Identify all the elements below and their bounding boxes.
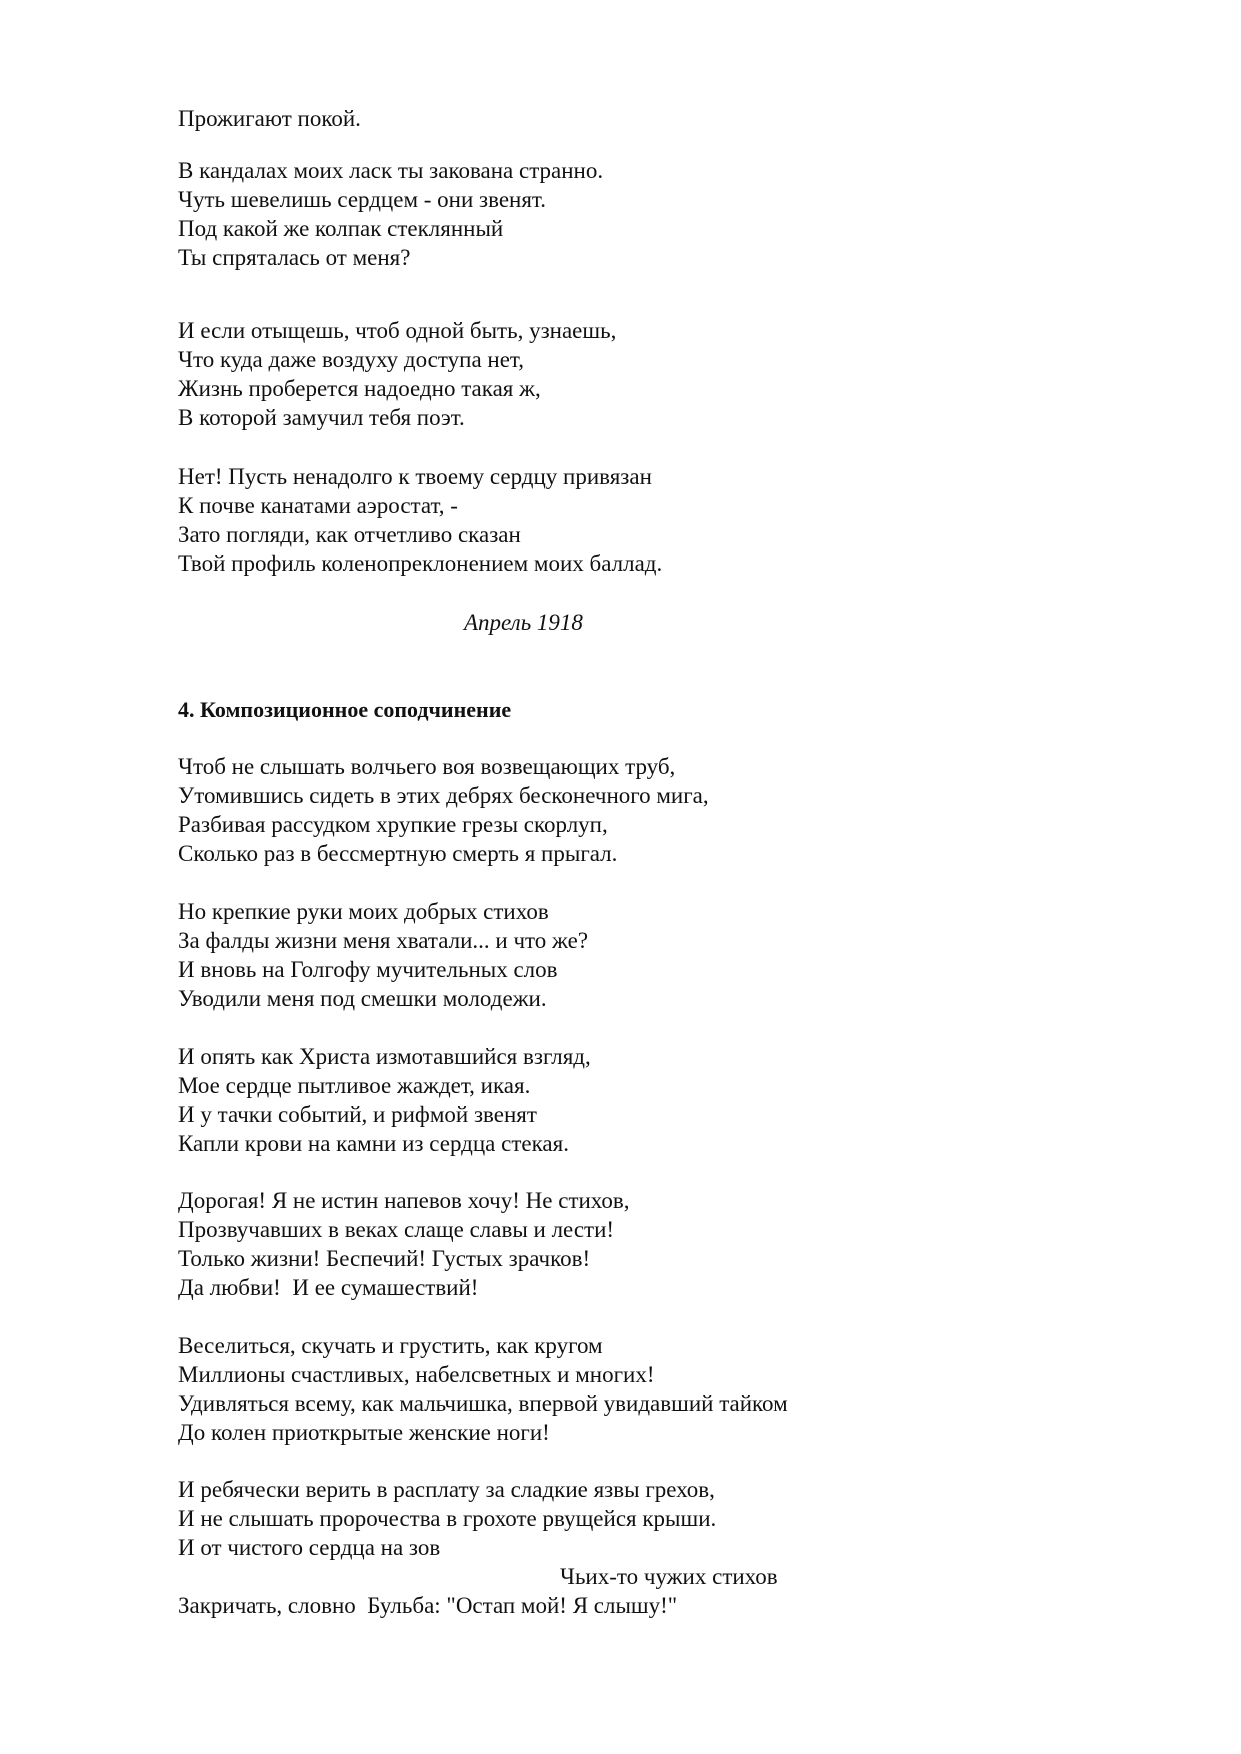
poem-line: Закричать, словно Бульба: "Остап мой! Я слышу!" (178, 1593, 678, 1618)
poem-line: В кандалах моих ласк ты закована странно. (178, 158, 604, 183)
poem-line: Ты спряталась от меня? (178, 245, 411, 270)
poem-line: Капли крови на камни из сердца стекая. (178, 1131, 569, 1156)
poem-line: И не слышать пророчества в грохоте рвущейся крыши. (178, 1506, 717, 1531)
poem-line: Зато погляди, как отчетливо сказан (178, 522, 521, 547)
poem-line: И у тачки событий, и рифмой звенят (178, 1102, 537, 1127)
poem-title: 4. Композиционное соподчинение (178, 697, 512, 722)
poem-line: Миллионы счастливых, набелсветных и многих! (178, 1362, 655, 1387)
poem-line: И опять как Христа измотавшийся взгляд, (178, 1044, 591, 1069)
poem-line: Чуть шевелишь сердцем - они звенят. (178, 187, 546, 212)
poem-line: Но крепкие руки моих добрых стихов (178, 899, 549, 924)
poem-line: Удивляться всему, как мальчишка, впервой увидавший тайком (178, 1391, 788, 1416)
poem-line: И от чистого сердца на зов (178, 1535, 441, 1560)
poem-line: Да любви! И ее сумашествий! (178, 1275, 479, 1300)
poem-line: Нет! Пусть ненадолго к твоему сердцу привязан (178, 464, 652, 489)
poem-line: Только жизни! Беспечий! Густых зрачков! (178, 1246, 591, 1271)
poem-line: И вновь на Голгофу мучительных слов (178, 957, 558, 982)
poem-line: Уводили меня под смешки молодежи. (178, 986, 547, 1011)
poem-date: Апрель 1918 (464, 610, 583, 635)
poem-line: И ребячески верить в расплату за сладкие язвы грехов, (178, 1477, 715, 1502)
poem-line: Под какой же колпак стеклянный (178, 216, 504, 241)
poem-line: Твой профиль коленопреклонением моих баллад. (178, 551, 663, 576)
poem-line: Мое сердце пытливое жаждет, икая. (178, 1073, 531, 1098)
poem-line-indented: Чьих-то чужих стихов (560, 1564, 778, 1589)
poem-line: И если отыщешь, чтоб одной быть, узнаешь, (178, 318, 617, 343)
poem-line: Что куда даже воздуху доступа нет, (178, 347, 524, 372)
poem-line: Прожигают покой. (178, 106, 361, 131)
poem-line: До колен приоткрытые женские ноги! (178, 1420, 550, 1445)
poem-line: Чтоб не слышать волчьего воя возвещающих труб, (178, 754, 676, 779)
poem-line: Сколько раз в бессмертную смерть я прыгал. (178, 841, 618, 866)
poem-line: К почве канатами аэростат, - (178, 493, 458, 518)
poem-line: В которой замучил тебя поэт. (178, 405, 465, 430)
poem-line: Дорогая! Я не истин напевов хочу! Не стихов, (178, 1188, 630, 1213)
poem-line: Жизнь проберется надоедно такая ж, (178, 376, 541, 401)
poem-line: Утомившись сидеть в этих дебрях бесконечного мига, (178, 783, 709, 808)
poem-line: Веселиться, скучать и грустить, как кругом (178, 1333, 603, 1358)
poem-line: За фалды жизни меня хватали... и что же? (178, 928, 589, 953)
poem-line: Разбивая рассудком хрупкие грезы скорлуп, (178, 812, 608, 837)
poem-line: Прозвучавших в веках слаще славы и лести! (178, 1217, 615, 1242)
